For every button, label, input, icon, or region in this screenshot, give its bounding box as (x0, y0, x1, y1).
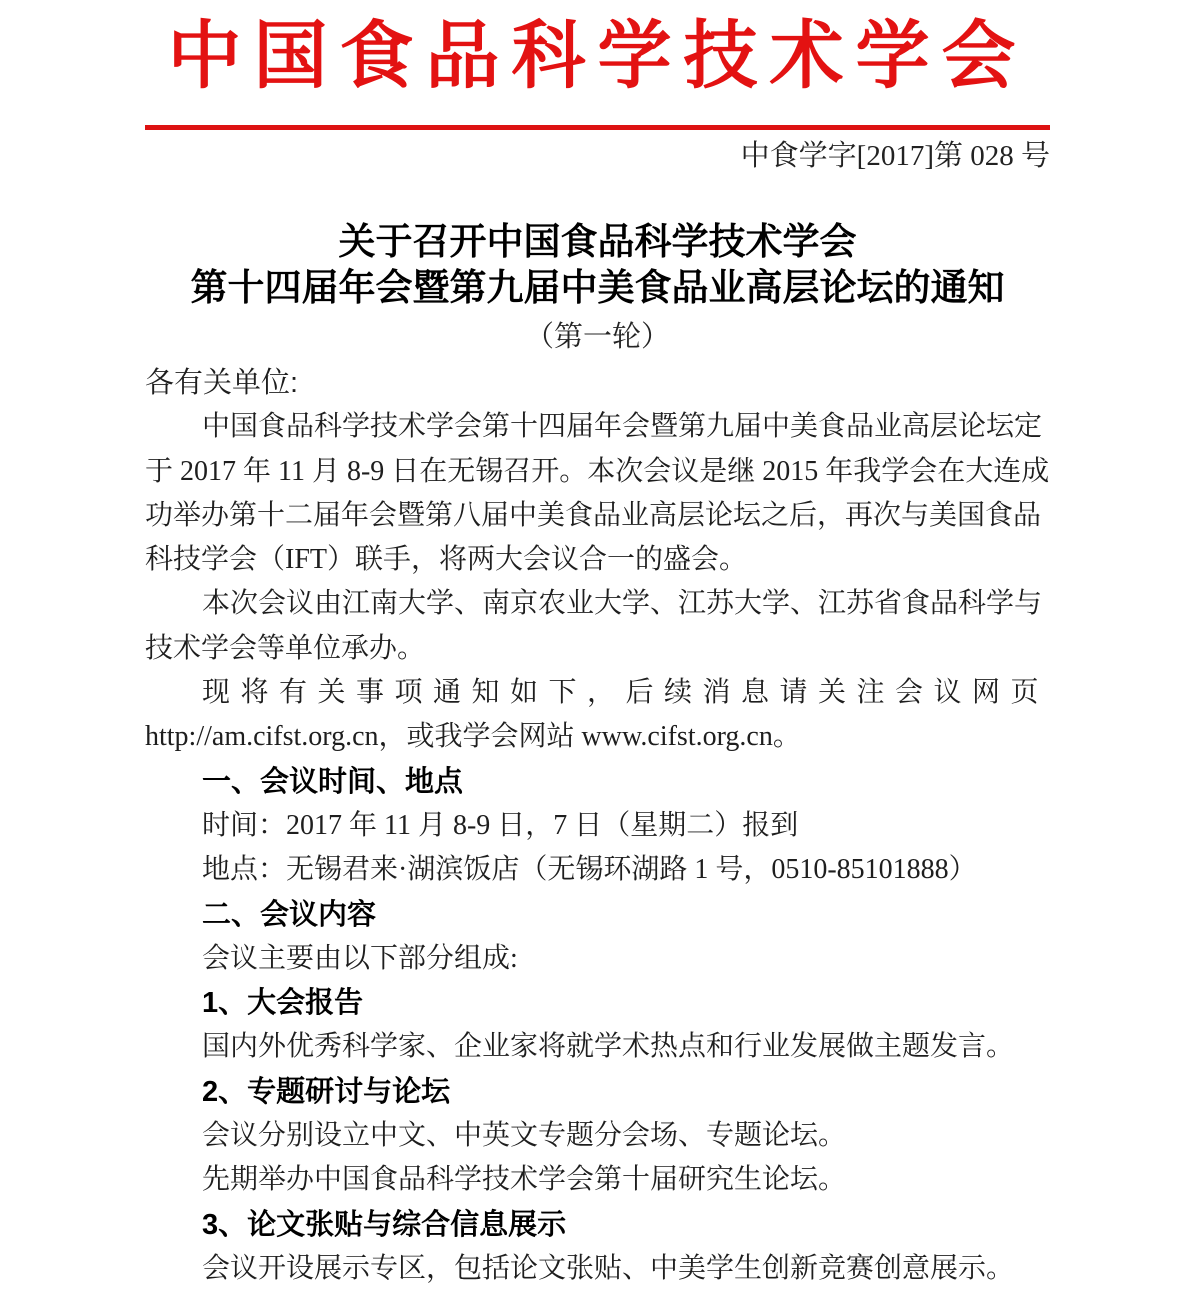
item-heading-posters-info: 3、论文张贴与综合信息展示 (202, 1208, 567, 1241)
item-heading-plenary-reports: 1、大会报告 (202, 987, 364, 1020)
document-page (0, 16, 1190, 1296)
item-heading-symposiums: 2、专题研讨与论坛 (202, 1075, 451, 1108)
section-heading-time-venue: 一、会议时间、地点 (202, 765, 464, 798)
body-line: 技术学会等单位承办。 (145, 632, 426, 664)
body-line: 会议开设展示专区，包括论文张贴、中美学生创新竞赛创意展示。 (202, 1252, 1015, 1284)
body-line: 国内外优秀科学家、企业家将就学术热点和行业发展做主题发言。 (202, 1031, 1015, 1063)
body-line-conference-urls: http://am.cifst.org.cn，或我学会网站 www.cifst.org.cn。 (145, 721, 801, 753)
body-line-meeting-venue: 地点：无锡君来·湖滨饭店（无锡环湖路 1 号，0510-85101888） (202, 854, 977, 886)
notice-body (145, 361, 1050, 1291)
notice-title-line-2: 第十四届年会暨第九届中美食品业高层论坛的通知 (190, 267, 1005, 308)
body-line: 功举办第十二届年会暨第八届中美食品业高层论坛之后，再次与美国食品 (145, 499, 1042, 531)
body-line: 中国食品科学技术学会第十四届年会暨第九届中美食品业高层论坛定 (202, 411, 1043, 443)
notice-round-label: （第一轮） (524, 321, 670, 353)
body-line: 会议分别设立中文、中英文专题分会场、专题论坛。 (202, 1120, 847, 1152)
body-line: 会议主要由以下部分组成: (202, 942, 518, 974)
body-line: 于 2017 年 11 月 8-9 日在无锡召开。本次会议是继 2015 年我学会在大连成 (145, 455, 1050, 487)
body-line: 本次会议由江南大学、南京农业大学、江苏大学、江苏省食品科学与 (202, 588, 1043, 620)
notice-title-block (145, 219, 1050, 357)
body-line: 科技学会（IFT）联手，将两大会议合一的盛会。 (145, 544, 748, 576)
doc-reference-number: 中食学字[2017]第 028 号 (740, 140, 1050, 172)
section-heading-contents: 二、会议内容 (202, 898, 377, 931)
notice-title-line-1: 关于召开中国食品科学技术学会 (338, 221, 857, 262)
letterhead-divider-rule (145, 125, 1050, 130)
salutation: 各有关单位: (145, 367, 299, 399)
body-line: 先期举办中国食品科学技术学会第十届研究生论坛。 (202, 1164, 847, 1196)
letterhead-org-name: 中国食品科学技术学会 (167, 16, 1028, 98)
body-line-meeting-time: 时间：2017 年 11 月 8-9 日，7 日（星期二）报到 (202, 809, 799, 841)
body-line: 现将有关事项通知如下，后续消息请关注会议网页 (202, 677, 1050, 709)
